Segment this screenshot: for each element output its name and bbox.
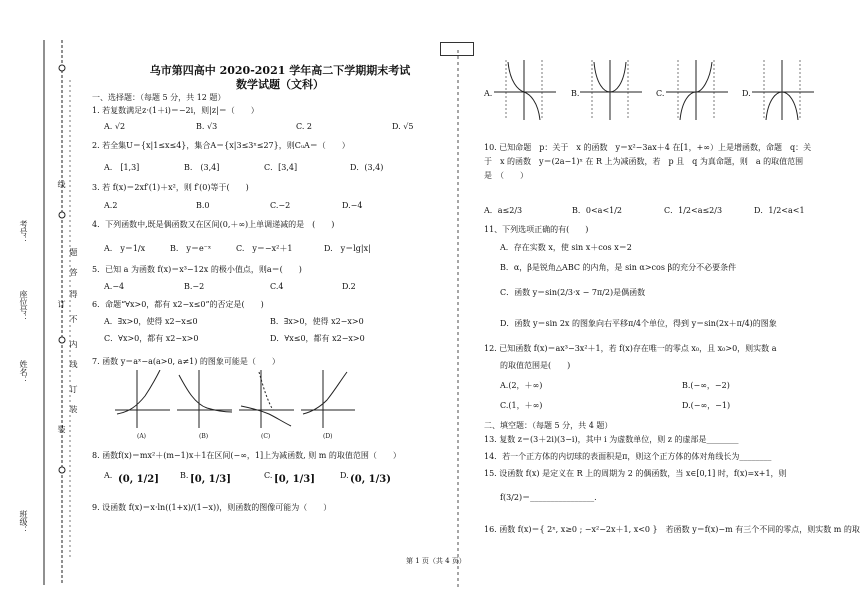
- seal-char-1: 题: [69, 248, 78, 256]
- q7-caption-d: (D): [323, 433, 333, 440]
- q5-option-a: A.−4: [104, 282, 125, 291]
- q6-option-b: B．∃x>0，使得 x2−x>0: [270, 317, 364, 326]
- q12-option-b: B.(−∞，−2): [682, 381, 730, 390]
- q2-stem: 2. 若全集U＝{x|1≤x≤4}，集合A＝{x|3≤3ˣ≤27}，则CᵤA＝（ ）: [92, 141, 350, 150]
- q1-stem: 1. 若复数满足z·(1＋i)＝−2i，则|z|＝（ ）: [92, 106, 259, 115]
- q7-graph-a: [115, 370, 170, 428]
- q7-graph-c: [239, 370, 294, 428]
- q3-option-b: B.0: [196, 201, 210, 210]
- q5-stem: 5．已知 a 为函数 f(x)＝x³−12x 的极小值点，则a＝( ): [92, 265, 302, 274]
- q6-stem: 6．命题“∀x>0，都有 x2−x≤0”的否定是( ): [92, 300, 264, 309]
- q8-option-a-value: (0, 1/2]: [118, 474, 159, 485]
- q10-option-c: C．1/2<a≤2/3: [664, 206, 723, 215]
- q8-option-b-value: [0, 1/3]: [190, 474, 231, 485]
- line-char-2: 线: [69, 360, 78, 368]
- q6-option-a: A．∃x>0，使得 x2−x≤0: [104, 317, 198, 326]
- q9-graph-c: [666, 60, 728, 120]
- q9-option-b: B.: [571, 89, 580, 98]
- page-footer: 第 1 页（共 4 页）: [406, 557, 466, 565]
- mark-zhuang: 装: [57, 425, 66, 433]
- q15-stem: 15. 设函数 f(x) 是定义在 R 上的周期为 2 的偶函数，当 x∈[0,1] 时，f(x)=x+1，则: [484, 469, 787, 478]
- page-title: 乌市第四高中 2020-2021 学年高二下学期期末考试: [149, 64, 411, 77]
- page-divider: [452, 50, 464, 590]
- seal-char-4: 不: [69, 315, 78, 323]
- q4-option-d: D. y＝lg|x|: [324, 244, 371, 253]
- mark-line: 线: [57, 180, 66, 188]
- name-label: 姓名：: [19, 360, 28, 384]
- q7-graphs: [115, 370, 355, 432]
- q7-caption-c: (C): [261, 433, 271, 440]
- mark-ding: 订: [57, 300, 66, 308]
- line-char-4: 装: [69, 405, 78, 413]
- q8-option-a: A.: [104, 471, 113, 480]
- q8-option-c: C.: [264, 471, 273, 480]
- class-label: 班级：: [19, 510, 28, 534]
- line-char-1: 内: [69, 340, 78, 348]
- q9-option-d: D.: [742, 89, 751, 98]
- q7-stem: 7. 函数 y＝aˣ−a(a>0, a≠1) 的图象可能是（ ）: [92, 357, 280, 366]
- q4-stem: 4．下列函数中,既是偶函数又在区间(0,＋∞)上单调递减的是 ( ): [92, 220, 335, 229]
- q13-stem: 13. 复数 z＝(3＋2i)(3−i)，其中 i 为虚数单位，则 z 的虚部是________: [484, 435, 739, 444]
- q9-graph-b: [580, 60, 642, 120]
- q10-stem-line1: 10. 已知命题 p：关于 x 的函数 y＝x²−3ax＋4 在[1，+∞）上是增函数，命题 q：关: [484, 143, 812, 152]
- line-char-3: 订: [69, 385, 78, 393]
- q9-graphs: [494, 60, 834, 122]
- q5-option-b: B.−2: [184, 282, 205, 291]
- q11-option-b: B．α，β是锐角△ABC 的内角，是 sin α>cos β的充分不必要条件: [500, 263, 737, 272]
- q7-caption-a: (A): [137, 433, 147, 440]
- section-choice: 一、选择题：（每题 5 分，共 12 题）: [92, 93, 226, 102]
- q4-option-c: C. y＝−x²＋1: [236, 244, 293, 253]
- q7-graph-d: [301, 370, 355, 428]
- q12-option-d: D.(−∞，−1): [682, 401, 731, 410]
- q7-caption-b: (B): [199, 433, 209, 440]
- q1-option-b: B. √3: [196, 122, 218, 131]
- q12-stem-line1: 12. 已知函数 f(x)＝ax³−3x²＋1，若 f(x)存在唯一的零点 x₀，且 x₀>0，则实数 a: [484, 344, 777, 353]
- q11-option-c: C．函数 y＝sin(2/3·x − 7π/2)是偶函数: [500, 288, 646, 297]
- q4-option-a: A. y＝1/x: [104, 244, 146, 253]
- q10-option-a: A．a≤2/3: [484, 206, 523, 215]
- q2-option-c: C．[3,4]: [264, 163, 298, 172]
- q10-option-d: D．1/2<a<1: [754, 206, 805, 215]
- q5-option-d: D.2: [342, 282, 356, 291]
- q6-option-d: D．∀x≤0，都有 x2−x>0: [270, 334, 365, 343]
- q9-graph-d: [752, 60, 814, 120]
- q7-graph-b: [177, 370, 232, 428]
- q9-option-c: C.: [656, 89, 665, 98]
- q14-stem: 14．若一个正方体的内切球的表面积是π，则这个正方体的体对角线长为________: [484, 452, 772, 461]
- q3-option-c: C.−2: [270, 201, 291, 210]
- q5-option-c: C.4: [270, 282, 284, 291]
- q12-stem-line2: 的取值范围是( ): [500, 361, 571, 370]
- q2-option-d: D．(3,4): [350, 163, 384, 172]
- q1-option-c: C. 2: [296, 122, 313, 131]
- exam-number-label: 考号：: [19, 220, 28, 244]
- q8-option-c-value: [0, 1/3]: [274, 474, 315, 485]
- seal-char-3: 得: [69, 290, 78, 298]
- q2-option-b: B. (3,4]: [184, 163, 220, 172]
- q3-option-a: A.2: [104, 201, 118, 210]
- q15-line2: f(3/2)＝________________.: [500, 493, 597, 502]
- score-box: [440, 42, 474, 56]
- q11-option-a: A．存在实数 x，使 sin x＋cos x＝2: [500, 243, 632, 252]
- q8-option-b: B.: [180, 471, 189, 480]
- q10-stem-line3: 是 （ ）: [484, 171, 528, 180]
- q16-stem: 16. 函数 f(x)＝{ 2ˣ, x≥0 ; −x²−2x＋1, x<0 } 若函数 y＝f(x)−m 有三个不同的零点，则实数 m 的取: [484, 525, 860, 534]
- q9-option-a: A.: [484, 89, 493, 98]
- section-fill: 二、填空题：（每题 5 分，共 4 题）: [484, 421, 613, 430]
- q11-option-d: D．函数 y＝sin 2x 的图象向右平移π/4个单位，得到 y＝sin(2x＋π/4)的图象: [500, 319, 777, 328]
- q12-option-c: C.(1，＋∞): [500, 401, 543, 410]
- seal-char-2: 答: [69, 268, 78, 276]
- q10-stem-line2: 于 x 的函数 y＝(2a−1)ˣ 在 R 上为减函数，若 p 且 q 为真命题，则 a 的取值范围: [484, 157, 804, 166]
- q4-option-b: B. y＝e⁻ˣ: [170, 244, 212, 253]
- q8-option-d-value: (0, 1/3): [350, 474, 391, 485]
- seat-number-label: 座位号：: [19, 290, 28, 322]
- q10-option-b: B．0<a<1/2: [572, 206, 623, 215]
- binding-strip: [0, 0, 80, 608]
- q11-stem: 11、下列选项正确的有( ): [484, 225, 589, 234]
- q8-option-d: D.: [340, 471, 349, 480]
- q3-option-d: D.−4: [342, 201, 363, 210]
- page-subtitle: 数学试题（文科）: [236, 78, 324, 91]
- q3-stem: 3. 若 f(x)＝2xf′(1)＋x²，则 f′(0)等于( ): [92, 183, 249, 192]
- q8-stem: 8. 函数f(x)＝mx²＋(m−1)x＋1在区间(−∞，1]上为减函数, 则 m 的取值范围（ ）: [92, 451, 401, 460]
- q2-option-a: A. [1,3]: [104, 163, 140, 172]
- q9-graph-a: [494, 60, 556, 120]
- q9-stem: 9. 设函数 f(x)＝x·ln((1+x)/(1−x))，则函数的图像可能为（ ）: [92, 503, 332, 512]
- q1-option-d: D. √5: [392, 122, 414, 131]
- q1-option-a: A. √2: [104, 122, 126, 131]
- q12-option-a: A.(2，＋∞): [500, 381, 543, 390]
- q6-option-c: C．∀x>0，都有 x2−x>0: [104, 334, 199, 343]
